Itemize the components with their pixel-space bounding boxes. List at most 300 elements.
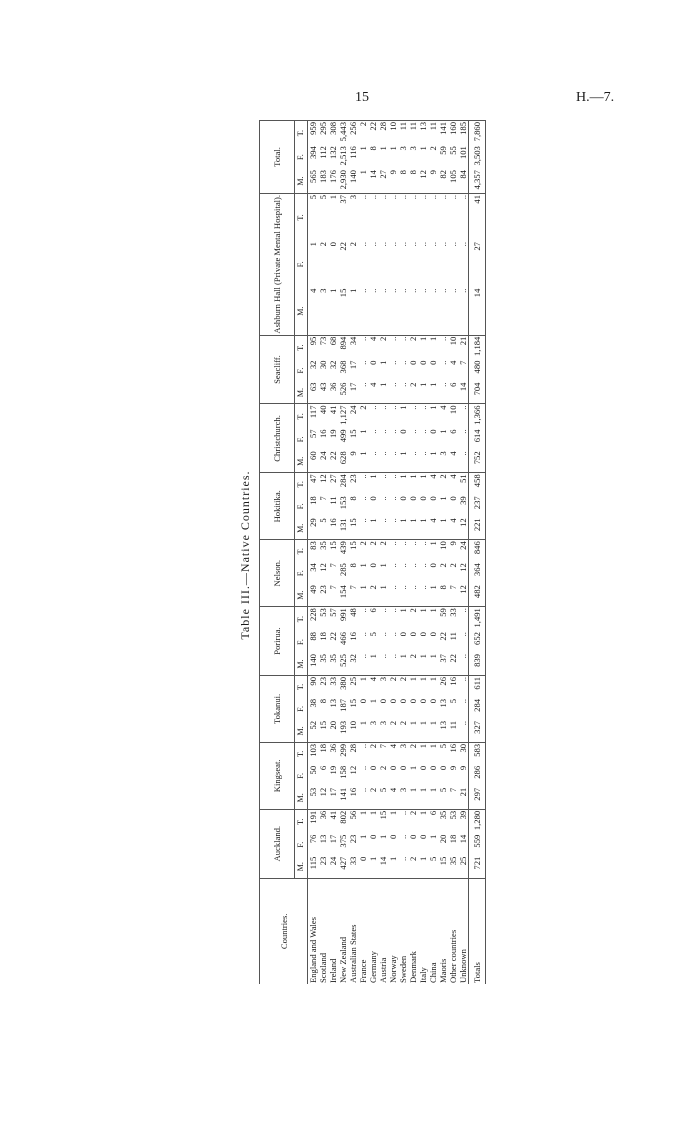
cell-value: 1: [328, 288, 338, 336]
cell-value: 6: [448, 429, 458, 434]
cell-value: ..: [398, 541, 408, 546]
cell-value: 0: [418, 834, 428, 839]
cell-value: 14: [458, 382, 469, 404]
cell-value: ..: [398, 194, 408, 200]
cell-value: 2: [438, 563, 448, 568]
cell-value: ..: [428, 242, 438, 247]
cell-value: 16: [328, 517, 338, 539]
cell-value: ..: [378, 405, 388, 410]
cell-value: 14: [368, 169, 378, 193]
cell-value: ..: [358, 360, 368, 365]
cell-value: 2: [398, 720, 408, 742]
cell-value: 0: [358, 698, 368, 704]
cell-value: 0: [328, 242, 338, 247]
cell-value: 103: [308, 743, 318, 757]
cell-value: 0: [398, 698, 408, 704]
cell-value: 3: [398, 146, 408, 151]
cell-value: 368: [338, 360, 348, 374]
cell-value: ..: [418, 450, 428, 472]
cell-value: 84: [458, 169, 469, 193]
cell-value: 1: [418, 743, 428, 749]
cell-value: 2: [428, 146, 438, 151]
cell-value: 1: [388, 810, 398, 816]
cell-value: 2: [378, 336, 388, 341]
sub-header: F.: [295, 765, 308, 787]
cell-value: 237: [469, 495, 486, 517]
cell-value: 5: [318, 194, 328, 200]
cell-value: 23: [318, 584, 328, 606]
cell-value: 1: [418, 653, 428, 675]
cell-value: 2: [368, 541, 378, 546]
cell-value: 1: [378, 146, 388, 151]
cell-value: ..: [408, 288, 418, 336]
cell-value: ..: [388, 563, 398, 568]
country-name: Austria: [378, 957, 388, 983]
cell-value: 48: [348, 608, 358, 617]
country-name: New Zealand: [338, 936, 348, 983]
cell-value: 57: [308, 429, 318, 438]
cell-value: 0: [398, 429, 408, 434]
cell-value: 23: [318, 676, 328, 686]
cell-value: ..: [378, 608, 388, 613]
cell-value: 4: [448, 450, 458, 472]
cell-value: 27: [328, 474, 338, 483]
cell-value: 0: [398, 496, 408, 501]
cell-value: ..: [418, 288, 428, 336]
cell-value: ..: [458, 450, 469, 472]
sub-header: T.: [295, 607, 308, 631]
cell-value: 21: [458, 787, 469, 809]
cell-value: 15: [348, 698, 358, 708]
cell-value: 11: [448, 632, 458, 641]
cell-value: 20: [438, 834, 448, 844]
cell-value: 1: [328, 194, 338, 200]
cell-value: 526: [338, 382, 348, 404]
cell-value: 2: [408, 608, 418, 613]
cell-value: 1: [408, 517, 418, 539]
cell-value: 0: [368, 496, 378, 501]
group-header: Tokanui.: [260, 675, 295, 742]
group-header: Seacliff.: [260, 335, 295, 404]
cell-value: 1: [348, 288, 358, 336]
cell-value: ..: [418, 194, 428, 200]
cell-value: 51: [458, 474, 468, 483]
cell-value: 1: [368, 810, 378, 816]
cell-value: ..: [408, 242, 418, 247]
cell-value: 846: [469, 540, 486, 562]
cell-value: ..: [378, 429, 388, 434]
cell-value: 0: [388, 765, 398, 771]
cell-value: 839: [469, 653, 486, 675]
cell-value: ..: [458, 242, 468, 247]
cell-value: 1: [378, 584, 388, 606]
cell-value: 185: [458, 121, 469, 146]
cell-value: ..: [388, 242, 398, 247]
cell-value: 8: [408, 169, 418, 193]
cell-value: 559: [469, 834, 486, 856]
cell-value: 0: [408, 698, 418, 704]
cell-value: 90: [308, 676, 318, 686]
cell-value: 30: [458, 743, 468, 753]
cell-value: 176: [328, 169, 338, 193]
cell-value: 34: [348, 336, 358, 346]
cell-value: 16: [448, 743, 458, 753]
cell-value: ..: [388, 496, 398, 501]
cell-value: 1: [358, 584, 368, 606]
cell-value: 2: [378, 765, 388, 771]
cell-value: 10: [448, 405, 458, 415]
cell-value: 18: [318, 743, 328, 753]
cell-value: 22: [338, 242, 348, 251]
cell-value: 1: [368, 856, 378, 878]
cell-value: 2: [388, 676, 398, 682]
cell-value: 721: [469, 856, 486, 878]
cell-value: 37: [338, 194, 348, 204]
cell-value: ..: [438, 336, 448, 341]
cell-value: 565: [308, 169, 319, 193]
cell-value: 2: [408, 743, 418, 749]
cell-value: 4: [428, 474, 438, 479]
sub-header: M.: [295, 584, 308, 606]
cell-value: 1,127: [338, 405, 348, 425]
cell-value: 1: [428, 608, 438, 613]
cell-value: 15: [348, 429, 358, 438]
cell-value: 13: [438, 720, 448, 742]
cell-value: 35: [318, 541, 328, 550]
group-header: Auckland.: [260, 809, 295, 878]
cell-value: 34: [308, 563, 318, 572]
cell-value: 105: [448, 169, 458, 193]
sub-header: F.: [295, 698, 308, 720]
cell-value: ..: [368, 194, 378, 200]
cell-value: 1: [368, 474, 378, 479]
sub-header: F.: [295, 428, 308, 450]
cell-value: ..: [378, 288, 388, 336]
cell-value: 1: [358, 146, 368, 151]
table-row: [338, 121, 348, 985]
cell-value: 158: [338, 765, 348, 779]
cell-value: ..: [438, 194, 448, 200]
cell-value: 5: [438, 743, 448, 749]
cell-value: 4: [308, 288, 319, 336]
cell-value: 1: [408, 676, 418, 682]
cell-value: 10: [348, 720, 358, 742]
cell-value: ..: [388, 474, 398, 479]
cell-value: 12: [318, 563, 328, 572]
cell-value: ..: [408, 194, 418, 200]
cell-value: 221: [469, 517, 486, 539]
cell-value: ..: [408, 429, 418, 434]
cell-value: 1: [398, 653, 408, 675]
cell-value: 50: [308, 765, 318, 775]
cell-value: 652: [469, 631, 486, 653]
cell-value: 0: [418, 698, 428, 704]
cell-value: 11: [328, 496, 338, 505]
cell-value: 2: [408, 810, 418, 816]
country-name: England and Wales: [308, 917, 318, 983]
cell-value: 26: [438, 676, 448, 686]
cell-value: 3: [348, 194, 358, 200]
cell-value: ..: [358, 288, 368, 336]
cell-value: 1: [438, 429, 448, 434]
country-name: Norway: [388, 955, 398, 983]
cell-value: 5: [438, 787, 448, 809]
cell-value: 29: [308, 517, 319, 539]
cell-value: 2: [358, 121, 368, 146]
cell-value: 140: [348, 169, 358, 193]
table-row: [378, 121, 388, 985]
cell-value: 1: [428, 720, 438, 742]
cell-value: 17: [348, 382, 358, 404]
cell-value: 2: [438, 474, 448, 479]
cell-value: 191: [308, 810, 318, 824]
cell-value: 228: [308, 608, 318, 622]
cell-value: ..: [438, 360, 448, 365]
cell-value: 9: [448, 541, 458, 546]
cell-value: 23: [318, 856, 328, 878]
sub-header: M.: [295, 787, 308, 809]
cell-value: 3: [408, 146, 418, 151]
sub-header: T.: [295, 335, 308, 359]
cell-value: 4: [428, 517, 438, 539]
cell-value: 0: [428, 429, 438, 434]
cell-value: 1,491: [469, 607, 486, 631]
cell-value: 0: [398, 765, 408, 771]
cell-value: 0: [388, 834, 398, 839]
cell-value: 1: [428, 382, 438, 404]
cell-value: ..: [388, 336, 398, 341]
cell-value: 0: [408, 632, 418, 637]
cell-value: 112: [318, 146, 328, 159]
cell-value: 1: [378, 360, 388, 365]
cell-value: 10: [448, 336, 458, 346]
cell-value: 4: [368, 336, 378, 341]
cell-value: ..: [378, 632, 388, 637]
cell-value: 3: [318, 288, 328, 336]
cell-value: 23: [348, 834, 358, 844]
cell-value: 14: [458, 834, 468, 844]
sub-header: F.: [295, 562, 308, 584]
cell-value: 19: [328, 765, 338, 775]
cell-value: 2: [408, 856, 418, 878]
table-row: [448, 121, 458, 985]
cell-value: 12: [318, 474, 328, 483]
cell-value: ..: [358, 382, 368, 404]
cell-value: 1: [378, 834, 388, 839]
cell-value: 1: [408, 765, 418, 771]
cell-value: 0: [428, 360, 438, 365]
cell-value: 57: [328, 608, 338, 617]
cell-value: 1: [308, 242, 318, 247]
cell-value: 8: [438, 584, 448, 606]
cell-value: 2: [408, 653, 418, 675]
cell-value: 1: [368, 653, 378, 675]
cell-value: ..: [388, 382, 398, 404]
cell-value: 0: [438, 765, 448, 771]
cell-value: 5,443: [338, 121, 348, 146]
table-row: [408, 121, 418, 985]
cell-value: 1: [418, 856, 428, 878]
table-row: [308, 121, 319, 985]
cell-value: ..: [368, 242, 378, 247]
cell-value: 24: [458, 541, 468, 550]
table-row: [428, 121, 438, 985]
cell-value: ..: [398, 336, 408, 341]
cell-value: 1: [358, 834, 368, 839]
cell-value: 68: [328, 336, 338, 346]
cell-value: ..: [438, 288, 448, 336]
cell-value: 4: [448, 360, 458, 365]
cell-value: 364: [469, 562, 486, 584]
cell-value: 183: [318, 169, 328, 193]
cell-value: ..: [408, 563, 418, 568]
cell-value: ..: [458, 608, 468, 613]
cell-value: 22: [438, 632, 448, 641]
totals-row: [469, 121, 486, 985]
cell-value: 5: [448, 698, 458, 704]
cell-value: ..: [358, 787, 368, 809]
cell-value: ..: [458, 405, 468, 410]
cell-value: ..: [388, 194, 398, 200]
cell-value: ..: [378, 474, 388, 479]
cell-value: 22: [328, 632, 338, 641]
cell-value: 466: [338, 632, 348, 645]
sub-header: T.: [295, 742, 308, 764]
cell-value: 0: [418, 360, 428, 365]
cell-value: 427: [338, 856, 348, 878]
cell-value: ..: [438, 242, 448, 247]
cell-value: 1: [368, 698, 378, 704]
table-row: [358, 121, 368, 985]
cell-value: 19: [328, 429, 338, 438]
cell-value: 8: [318, 698, 328, 704]
cell-value: 4: [368, 382, 378, 404]
cell-value: 1: [428, 336, 438, 341]
cell-value: 439: [338, 541, 348, 555]
cell-value: ..: [408, 405, 418, 410]
cell-value: 35: [318, 653, 328, 675]
cell-value: 0: [428, 632, 438, 637]
cell-value: ..: [368, 429, 378, 434]
cell-value: 187: [338, 698, 348, 712]
cell-value: 1: [418, 720, 428, 742]
cell-value: 0: [388, 698, 398, 704]
cell-value: 9: [428, 169, 438, 193]
cell-value: 18: [318, 632, 328, 641]
cell-value: 327: [469, 720, 486, 742]
cell-value: ..: [398, 856, 408, 878]
cell-value: 40: [318, 405, 328, 415]
cell-value: 5: [308, 194, 318, 200]
cell-value: 36: [328, 743, 338, 753]
cell-value: ..: [398, 810, 408, 816]
country-name: Germany: [368, 951, 378, 983]
cell-value: 14: [469, 288, 486, 336]
cell-value: 4: [448, 474, 458, 479]
cell-value: 11: [398, 121, 408, 146]
cell-value: 1: [418, 517, 428, 539]
cell-value: ..: [408, 450, 418, 472]
cell-value: 25: [458, 856, 469, 878]
cell-value: 1,184: [469, 335, 486, 359]
cell-value: 1: [428, 787, 438, 809]
cell-value: 141: [438, 121, 448, 146]
cell-value: ..: [448, 242, 458, 247]
cell-value: 24: [318, 450, 328, 472]
cell-value: ..: [388, 450, 398, 472]
cell-value: 49: [308, 584, 319, 606]
group-header: Porirua.: [260, 607, 295, 676]
cell-value: 1: [428, 405, 438, 410]
cell-value: 458: [469, 473, 486, 495]
country-name: Australian States: [348, 924, 358, 983]
cell-value: 27: [469, 241, 486, 288]
cell-value: 41: [328, 810, 338, 820]
cell-value: 752: [469, 450, 486, 472]
cell-value: 14: [378, 856, 388, 878]
cell-value: 375: [338, 834, 348, 848]
cell-value: 0: [358, 856, 368, 878]
cell-value: ..: [378, 450, 388, 472]
cell-value: 154: [338, 584, 348, 606]
cell-value: 16: [348, 632, 358, 641]
cell-value: 2: [448, 563, 458, 568]
cell-value: 21: [458, 336, 468, 346]
cell-value: 13: [418, 121, 428, 146]
cell-value: 1: [358, 720, 368, 742]
cell-value: 28: [348, 743, 358, 753]
cell-value: 0: [428, 563, 438, 568]
cell-value: 1: [378, 382, 388, 404]
cell-value: 5: [318, 517, 328, 539]
cell-value: 41: [469, 193, 486, 241]
sub-header: T.: [295, 675, 308, 697]
cell-value: 101: [458, 146, 468, 160]
cell-value: 959: [308, 121, 319, 146]
cell-value: 7: [328, 563, 338, 568]
cell-value: 18: [448, 834, 458, 844]
cell-value: ..: [418, 429, 428, 434]
cell-value: 308: [328, 121, 338, 146]
cell-value: 1: [408, 787, 418, 809]
sub-header: M.: [295, 653, 308, 675]
cell-value: 35: [328, 653, 338, 675]
cell-value: 2: [408, 382, 418, 404]
cell-value: ..: [378, 517, 388, 539]
group-header: Christchurch.: [260, 404, 295, 473]
cell-value: ..: [398, 242, 408, 247]
cell-value: 1: [428, 450, 438, 472]
cell-value: 2: [378, 541, 388, 546]
cell-value: 394: [308, 146, 318, 160]
cell-value: 15: [348, 517, 358, 539]
cell-value: 2: [358, 541, 368, 546]
country-name: Scotland: [318, 952, 328, 983]
table-row: [318, 121, 328, 985]
cell-value: 15: [348, 541, 358, 550]
cell-value: 20: [328, 720, 338, 742]
cell-value: 3: [438, 450, 448, 472]
cell-value: 36: [328, 382, 338, 404]
table-row: [328, 121, 338, 985]
cell-value: 16: [448, 676, 458, 686]
cell-value: 116: [348, 146, 358, 159]
cell-value: ..: [358, 517, 368, 539]
sub-header: F.: [295, 495, 308, 517]
cell-value: 1: [418, 146, 428, 151]
cell-value: 53: [318, 608, 328, 617]
cell-value: 4: [448, 517, 458, 539]
